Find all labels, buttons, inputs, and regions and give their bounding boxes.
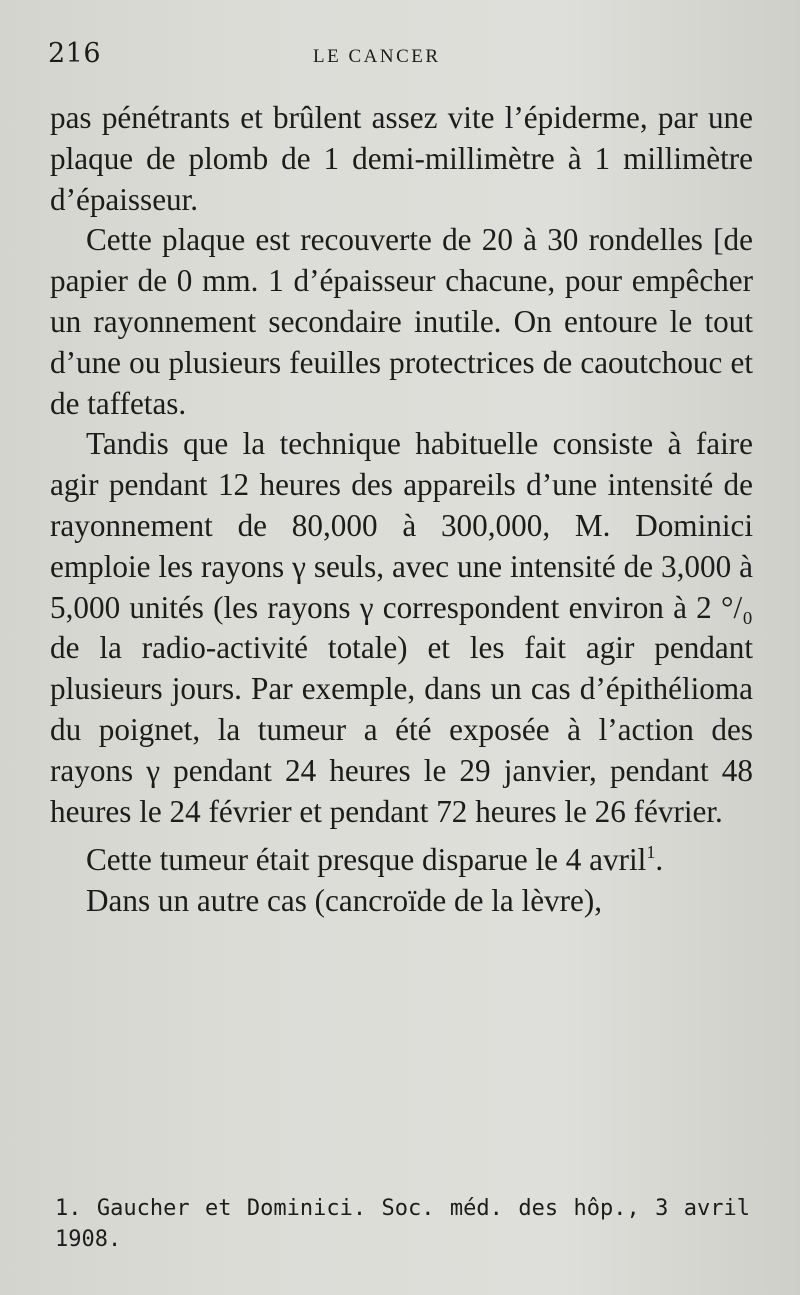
- footnote-text: 1. Gaucher et Dominici. Soc. méd. des hôp., 3 avril 1908.: [55, 1196, 750, 1252]
- paragraph-5: Dans un autre cas (cancroïde de la lèvre),: [86, 883, 603, 919]
- paragraph-4-text: Cette tumeur était presque disparue le 4 avril: [86, 842, 647, 878]
- body-text: [50, 98, 753, 922]
- footnote: [55, 1193, 750, 1255]
- paragraph-2: Cette plaque est recouverte de 20 à 30 rondelles [de papier de 0 mm. 1 d’épaisseur chacune, pour empêcher un rayonnement secondaire inutile. On entoure le tout d’une ou plusieurs feuilles protectrices de caoutchouc et de taffetas.: [50, 222, 753, 421]
- page-header: [48, 38, 752, 78]
- running-title: LE CANCER: [313, 46, 441, 67]
- paragraph-1: pas pénétrants et brûlent assez vite l’épiderme, par une plaque de plomb de 1 demi-millimètre à 1 millimètre d’épaisseur.: [50, 100, 753, 217]
- page-number: 216: [48, 38, 102, 69]
- footnote-reference: 1: [646, 842, 656, 863]
- paragraph-4: Cette tumeur était presque disparue le 4 avril$^1$.: [86, 842, 664, 878]
- paragraph-3: Tandis que la technique habituelle consiste à faire agir pendant 12 heures des appareils d’une intensité de rayonnement de 80,000 à 300,000, M. Dominici emploie les rayons γ seuls, avec une intensité de 3,000 à 5,000 unités (les rayons γ correspondent environ à 2 °/₀ de la radio-activité totale) et les fait agir pendant plusieurs jours. Par exemple, dans un cas d’épithélioma du poignet, la tumeur a été exposée à l’action des rayons γ pendant 24 heures le 29 janvier, pendant 48 heures le 24 février et pendant 72 heures le 26 février.: [50, 426, 753, 829]
